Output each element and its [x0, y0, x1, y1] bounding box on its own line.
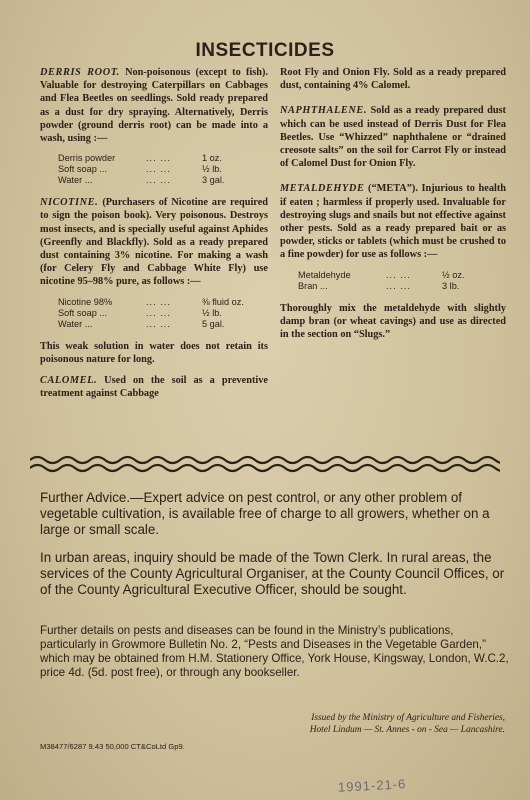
further-advice-paragraph: Further Advice.—Expert advice on pest control, or any other problem of vegetable cultivation, is available free of charge to all growers, whether on a large or small scale. [40, 490, 490, 537]
metaldehyde-section [280, 182, 506, 261]
nicotine-text: (Purchasers of Nicotine are required to sign the poison book). Very poisonous. Destroys most insects, and is specially useful against Aphides (Greenfly and Blackfly). Sold as a ready prepared dust containing 3% nicotine. For making a wash (for Celery Fly and Cabbage White Fly) use nicotine 95–98% pure, as follows :— [40, 197, 268, 288]
urban-rural-paragraph: In urban areas, inquiry should be made of the Town Clerk. In rural areas, the services of the County Agricultural Organiser, at the County Council Offices, or of the County Agricultural Executive Officer, should be sought. [40, 550, 505, 597]
recipe-ingredient: Metaldehyde [298, 269, 351, 280]
calomel-continued: Root Fly and Onion Fly. Sold as a ready prepared dust, containing 4% Calomel. [280, 67, 506, 92]
nicotine-recipe [58, 297, 286, 330]
wave-line-top [30, 457, 500, 463]
derris-recipe [58, 153, 286, 186]
wavy-divider [30, 452, 500, 476]
issued-line-1: Issued by the Ministry of Agriculture and Fisheries, [311, 713, 505, 723]
issued-line-2: Hotel Lindum — St. Annes - on - Sea — Lancashire. [309, 725, 505, 735]
nicotine-section [40, 196, 268, 288]
recipe-ingredient: Soft soap ... [58, 307, 108, 318]
recipe-dots: ... ... [146, 296, 171, 307]
recipe-quantity: 5 gal. [202, 318, 225, 329]
recipe-row [298, 270, 524, 281]
metaldehyde-recipe [298, 270, 524, 292]
recipe-ingredient: Soft soap ... [58, 164, 108, 175]
recipe-row [58, 164, 286, 175]
recipe-quantity: 3 lb. [442, 280, 460, 291]
wave-line-bottom [30, 465, 500, 471]
recipe-ingredient: Derris powder [58, 153, 116, 164]
nicotine-note: This weak solution in water does not retain its poisonous nature for long. [40, 340, 268, 365]
recipe-row [58, 153, 286, 164]
calomel-text: Used on the soil as a preventive treatment against Cabbage [40, 375, 268, 400]
issued-by [230, 712, 505, 736]
calomel-heading: CALOMEL. [40, 375, 98, 387]
recipe-dots: ... ... [146, 164, 171, 175]
recipe-row [58, 297, 286, 308]
left-column [40, 66, 268, 408]
recipe-row [58, 308, 286, 319]
naphthalene-text: Sold as a ready prepared dust which can be used instead of Derris Dust for Flea Beetles. Use “Whizzed” naphthalene or “drained creosote salts” on the soil for Carrot Fly or instead of Calomel Dust for Onion Fly. [280, 105, 506, 170]
recipe-quantity: ⅜ fluid oz. [202, 296, 244, 307]
recipe-quantity: 3 gal. [202, 175, 225, 186]
recipe-ingredient: Water ... [58, 318, 93, 329]
recipe-quantity: ½ lb. [202, 307, 222, 318]
recipe-quantity: ½ oz. [442, 269, 465, 280]
metaldehyde-note: Thoroughly mix the metaldehyde with slightly damp bran (or wheat cavings) and use as directed in the section on “Slugs.” [280, 302, 506, 341]
derris-section [40, 66, 268, 145]
metaldehyde-text: Injurious to health if eaten ; harmless if properly used. Invaluable for destroying slugs and snails but not effective against other pests. Sold as a ready prepared bait or as powder, sticks or tablets (which must be crushed to a fine powder) for use as follows :— [280, 183, 506, 261]
recipe-dots: ... ... [386, 269, 411, 280]
page-title: INSECTICIDES [195, 40, 335, 61]
recipe-ingredient: Bran ... [298, 280, 328, 291]
right-column [280, 66, 506, 349]
recipe-dots: ... ... [146, 307, 171, 318]
calomel-section [40, 374, 268, 400]
print-code: M38477/6287 9.43 50,000 CT&CoLtd Gp9. [40, 742, 185, 751]
derris-heading: DERRIS ROOT. [40, 67, 120, 78]
recipe-row [58, 319, 286, 330]
recipe-quantity: 1 oz. [202, 153, 222, 164]
derris-text: Non-poisonous (except to fish). Valuable for destroying Caterpillars on Cabbages and Flea Beetles on seedlings. Sold ready prepared as a dust for dry spraying. Alternatively, Derris powder (ground derris root) can be made into a wash, using :— [40, 67, 268, 145]
recipe-dots: ... ... [146, 318, 171, 329]
nicotine-heading: NICOTINE. [40, 197, 99, 209]
recipe-dots: ... ... [146, 175, 171, 186]
recipe-quantity: ½ lb. [202, 164, 222, 175]
naphthalene-section [280, 104, 506, 170]
recipe-ingredient: Nicotine 98% [58, 296, 113, 307]
naphthalene-heading: NAPHTHALENE. [280, 105, 368, 117]
recipe-row [58, 175, 286, 186]
metaldehyde-heading-suffix: (“META”). [364, 183, 418, 195]
metaldehyde-heading: METALDEHYDE [280, 183, 365, 195]
recipe-dots: ... ... [146, 153, 171, 164]
recipe-dots: ... ... [386, 280, 411, 291]
recipe-ingredient: Water ... [58, 175, 93, 186]
further-details-paragraph: Further details on pests and diseases can be found in the Ministry’s publications, particularly in Growmore Bulletin No. 2, “Pests and Diseases in the Vegetable Garden,” which may be obtained from H.M. Stationery Office, York House, Kingsway, London, W.C.2, price 4d. (5d. post free), or through any bookseller. [40, 624, 509, 679]
recipe-row [298, 281, 524, 292]
archive-stamp: 1991-21-6 [337, 776, 407, 795]
